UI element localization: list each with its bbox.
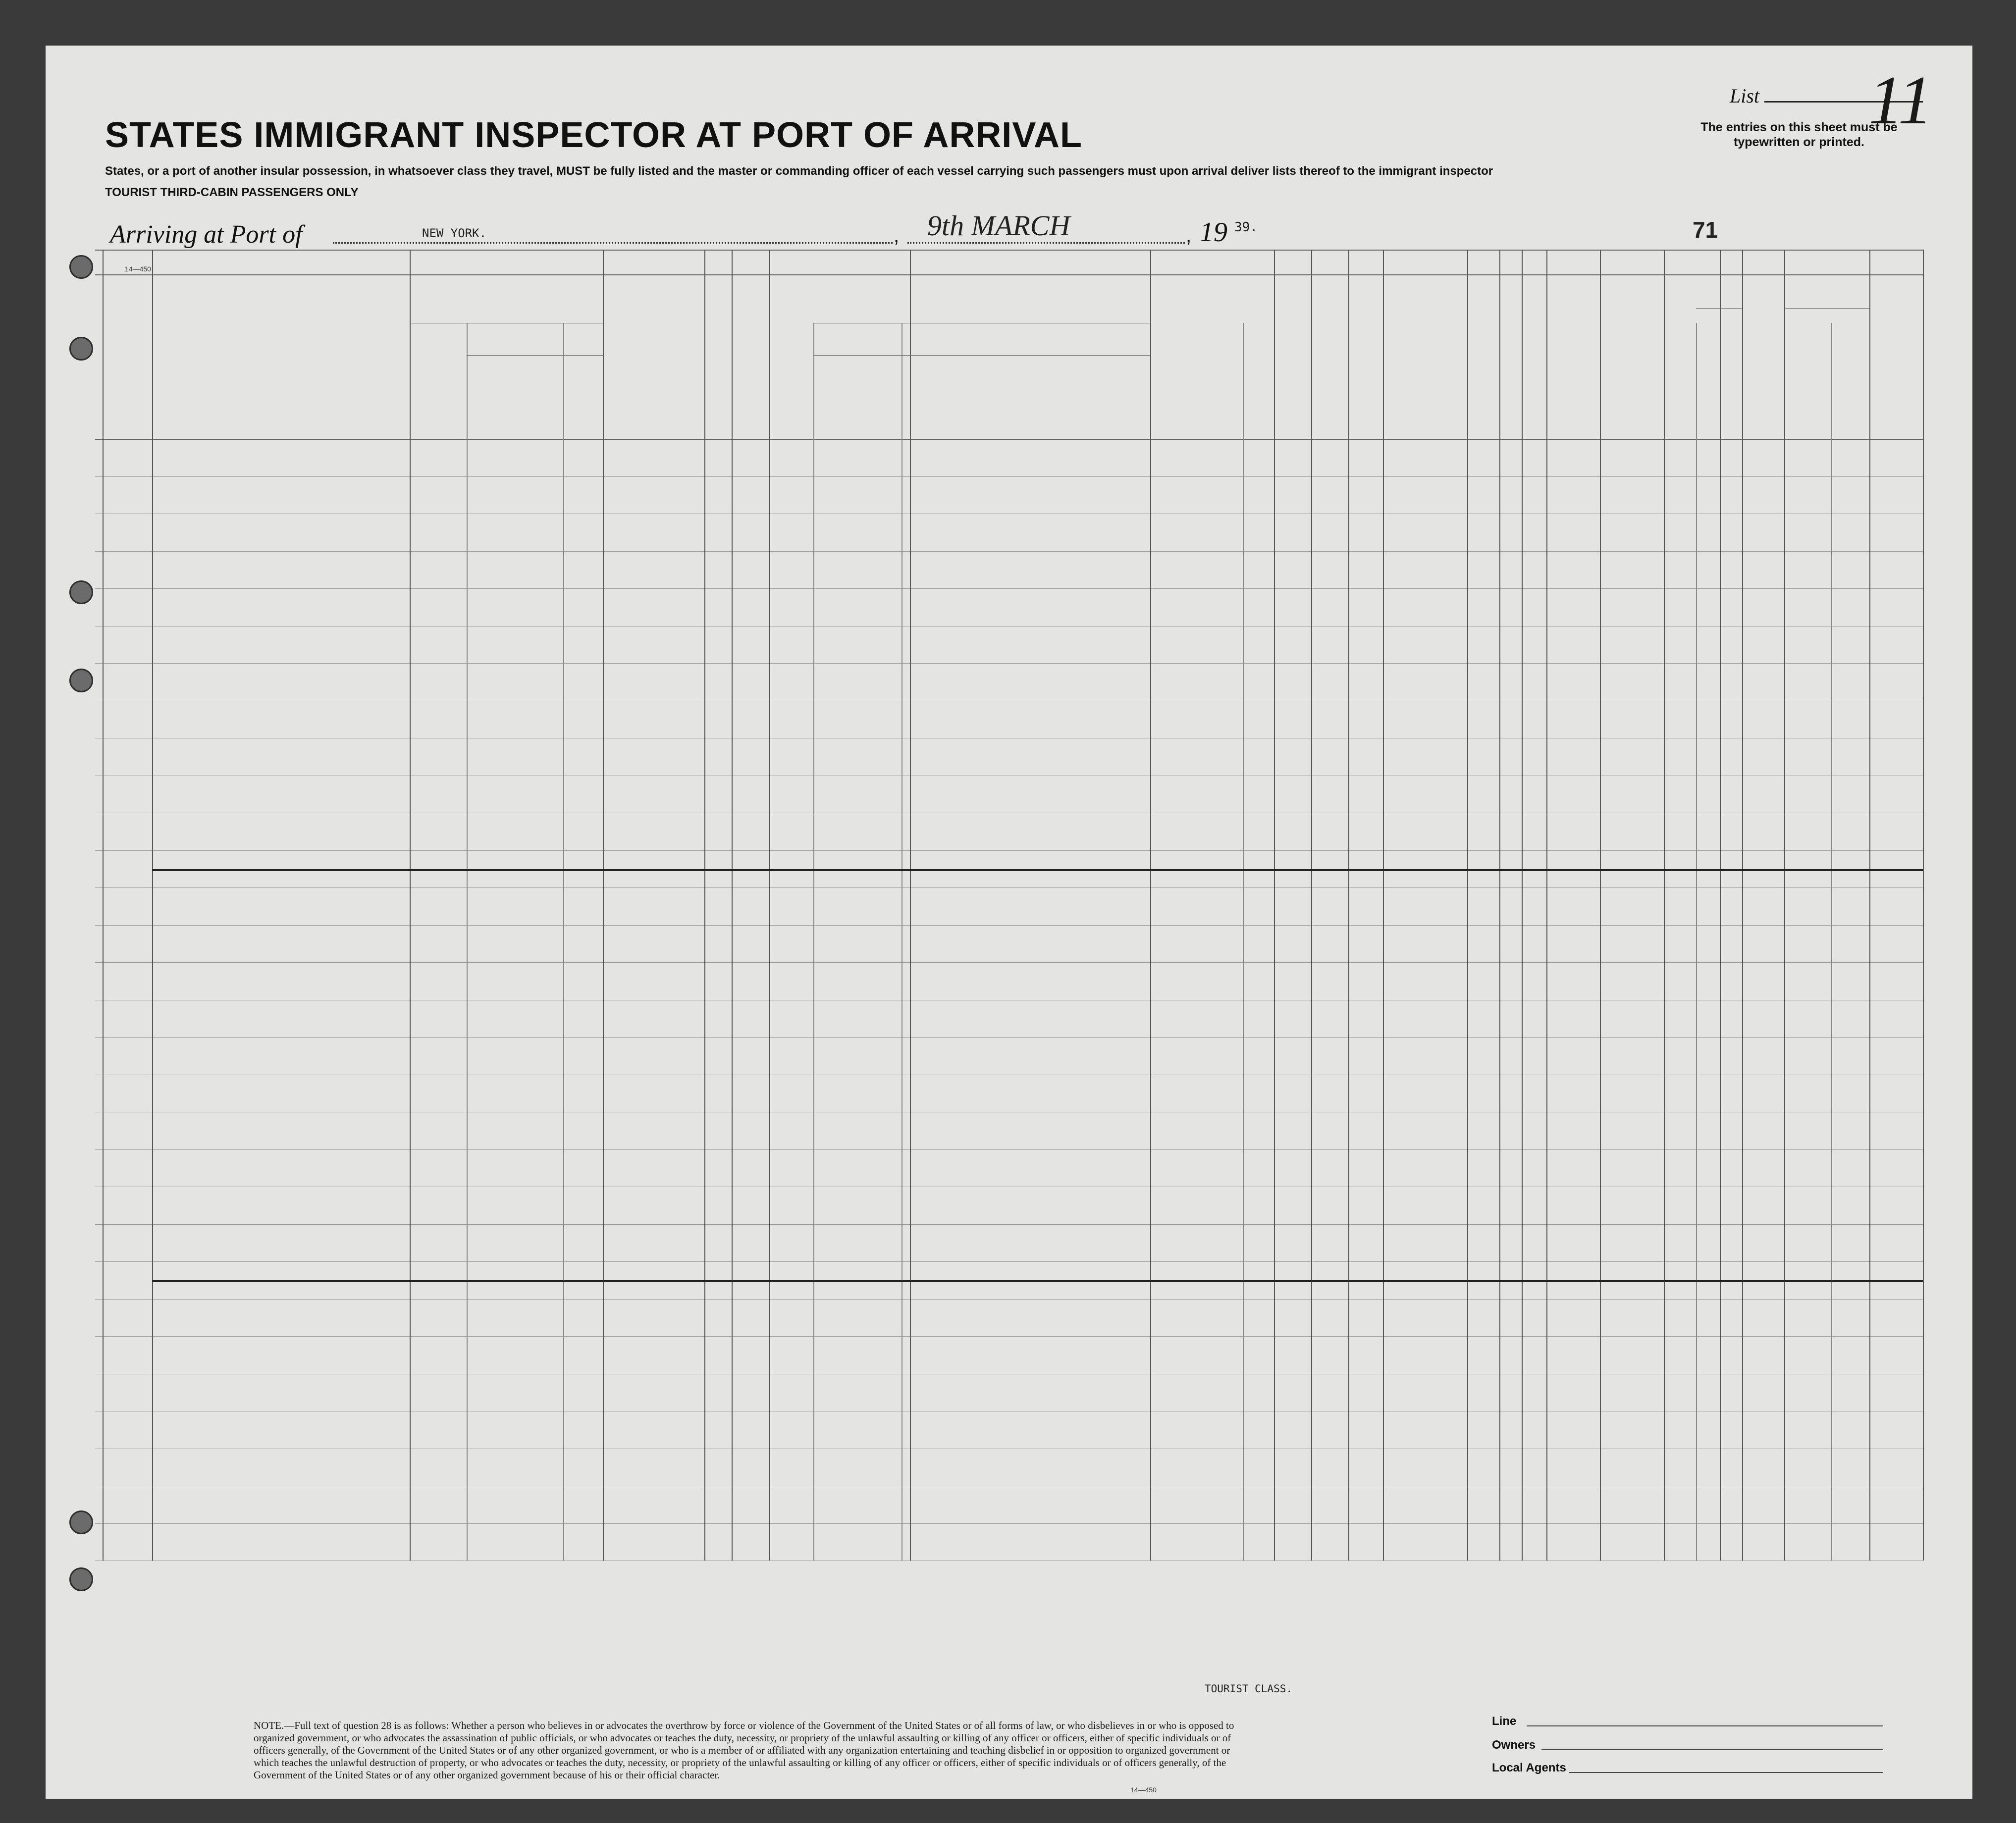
header-yes-no xyxy=(771,392,811,422)
column-rule xyxy=(1150,250,1151,1561)
form-title: STATES IMMIGRANT INSPECTOR AT PORT OF ARRIVAL xyxy=(105,115,1082,155)
header-eyes xyxy=(1786,382,1867,402)
page-number: 71 xyxy=(1693,217,1718,243)
column-rule xyxy=(1274,250,1275,1561)
header-in-usa xyxy=(469,327,601,354)
line-field xyxy=(1527,1725,1883,1726)
instructions-text: States, or a port of another insular possession, in whatsoever class they travel, MUST be fully listed and the master or commanding officer of each vessel carrying such passengers must upon arrival deliver lists thereof to the immigrant inspector xyxy=(105,164,1493,178)
row-rule xyxy=(95,887,1923,888)
row-rule xyxy=(95,1523,1923,1524)
manifest-table xyxy=(46,46,1972,1799)
column-rule xyxy=(1784,250,1785,1561)
column-rule xyxy=(1243,323,1244,1561)
row-rule xyxy=(95,1224,1923,1225)
list-number: 11 xyxy=(1868,62,1933,139)
header-color xyxy=(1744,288,1867,308)
header-purpose xyxy=(1152,313,1272,343)
header-final-destination-sub xyxy=(412,293,601,319)
header-passage-paid-sub xyxy=(635,343,702,437)
footer-form-code: 14—450 xyxy=(1130,1786,1157,1794)
column-rule xyxy=(704,250,705,1561)
tourist-class-label: TOURIST CLASS. xyxy=(1205,1683,1293,1695)
header-state xyxy=(469,402,512,422)
header-period xyxy=(815,392,855,437)
header-deported xyxy=(1524,277,1544,437)
list-label: List xyxy=(1730,85,1760,107)
column-rule xyxy=(1383,250,1384,1561)
column-rule xyxy=(1546,250,1547,1561)
row-rule xyxy=(95,1261,1923,1262)
arrival-date: 9th MARCH xyxy=(927,209,1070,242)
column-rule xyxy=(1311,250,1312,1561)
year-suffix: 39. xyxy=(1234,220,1258,235)
column-rule xyxy=(563,323,564,1561)
header-hair xyxy=(1744,382,1782,402)
column-rule xyxy=(410,250,411,1561)
strike-through-line xyxy=(152,869,1923,871)
header-polygamist xyxy=(1313,277,1346,437)
punch-hole xyxy=(69,580,93,604)
row-rule xyxy=(95,588,1923,589)
header-excluded xyxy=(1501,277,1520,437)
column-rule xyxy=(769,250,770,1561)
header-feet xyxy=(1666,402,1694,422)
header-ever-before-sub xyxy=(771,319,908,335)
header-passage-paid xyxy=(635,303,702,333)
column-rule xyxy=(603,250,604,1561)
manifest-sheet xyxy=(46,46,1972,1799)
header-date-last xyxy=(903,372,908,437)
header-complexion xyxy=(1722,353,1740,402)
punch-hole xyxy=(69,1510,93,1534)
header-where xyxy=(859,402,900,422)
column-rule xyxy=(1348,250,1349,1561)
owners-field xyxy=(1541,1749,1883,1750)
question-28-note: NOTE.—Full text of question 28 is as follows: Whether a person who believes in or advocates the overthrow by force or violence of the Government of the United States or of all forms of law, or who disbelieves in or who is opposed to organized government, or who advocates the assassination of public officials, or who advocates or teaches the duty, necessity, or propriety of the unlawful assaulting or killing of any officer or officers, either of specific individuals or of officers generally, of the Government of the United States or of any other organized government, or who is a member of or affiliated with any organization entertaining and teaching disbelief in or opposition to organized government or which teaches the unlawful destruction of property, or who advocates or teaches the duty, necessity, or propriety of the unlawful assaulting or killing of any officer or officers, either of specific individuals or of officers generally, of the Government of the United States or of any other organized government because of his or their official character. xyxy=(254,1719,1234,1781)
header-bottom-rule xyxy=(95,439,1923,440)
punch-hole xyxy=(69,669,93,692)
column-rule xyxy=(910,250,911,1561)
column-rule xyxy=(1467,250,1468,1561)
column-rule xyxy=(1696,323,1697,1561)
class-note: TOURIST THIRD-CABIN PASSENGERS ONLY xyxy=(105,186,359,199)
year-prefix: 19 xyxy=(1200,217,1227,248)
header-prison xyxy=(1276,277,1309,437)
row-rule xyxy=(95,925,1923,926)
row-rule xyxy=(95,1336,1923,1337)
header-top-rule xyxy=(95,274,1923,275)
punch-hole xyxy=(69,337,93,361)
subhead-rule xyxy=(467,355,603,356)
header-city xyxy=(516,402,601,422)
column-rule xyxy=(813,323,814,1561)
column-rule xyxy=(467,323,468,1561)
column-rule xyxy=(1600,250,1601,1561)
row-rule xyxy=(95,962,1923,963)
header-health xyxy=(1548,333,1598,422)
row-rule xyxy=(95,663,1923,664)
column-rule xyxy=(1742,250,1743,1561)
arriving-label: Arriving at Port of xyxy=(110,220,303,249)
column-rule xyxy=(1522,250,1523,1561)
line-label: Line xyxy=(1492,1715,1517,1728)
agents-field xyxy=(1569,1772,1883,1773)
column-rule xyxy=(103,250,104,1561)
column-rule xyxy=(1499,250,1500,1561)
column-rule xyxy=(1720,250,1721,1561)
table-top-rule xyxy=(95,250,1923,251)
comma: , xyxy=(894,225,900,247)
column-rule xyxy=(1664,250,1665,1561)
punch-hole xyxy=(69,1567,93,1591)
entries-note: The entries on this sheet must be typewritten or printed. xyxy=(1700,120,1898,149)
column-rule xyxy=(1923,250,1924,1561)
header-final-destination xyxy=(412,277,601,293)
agents-label: Local Agents xyxy=(1492,1761,1566,1774)
header-labor-offer xyxy=(1469,277,1497,437)
punch-hole xyxy=(69,255,93,279)
header-deformed xyxy=(1602,333,1662,422)
row-rule xyxy=(95,1037,1923,1038)
row-rule xyxy=(95,476,1923,477)
header-if-yes xyxy=(815,337,908,354)
comma: , xyxy=(1186,225,1192,247)
subhead-rule xyxy=(1696,308,1742,309)
header-anarchist xyxy=(1350,277,1381,437)
header-foreign-country xyxy=(412,333,465,437)
header-no-on-list xyxy=(105,343,150,422)
port-value: NEW YORK. xyxy=(422,226,487,240)
row-rule xyxy=(95,551,1923,552)
subhead-rule xyxy=(1784,308,1869,309)
row-rule xyxy=(95,1149,1923,1150)
form-code: 14—450 xyxy=(125,265,151,273)
header-join-relative xyxy=(912,353,1148,412)
header-relative xyxy=(154,363,408,422)
column-rule xyxy=(1831,323,1832,1561)
column-rule xyxy=(1869,250,1870,1561)
owners-label: Owners xyxy=(1492,1738,1536,1752)
header-ever-before xyxy=(771,277,908,319)
column-rule xyxy=(152,250,153,1561)
column-rule xyxy=(732,250,733,1561)
header-marks xyxy=(1871,353,1921,382)
strike-through-line xyxy=(152,1280,1923,1282)
row-rule xyxy=(95,1299,1923,1300)
header-overthrow xyxy=(1385,277,1465,437)
header-ticket xyxy=(607,277,631,437)
row-rule xyxy=(95,850,1923,851)
header-inches xyxy=(1698,402,1718,422)
header-fifty-dollars xyxy=(736,277,764,437)
header-height xyxy=(1666,288,1718,308)
